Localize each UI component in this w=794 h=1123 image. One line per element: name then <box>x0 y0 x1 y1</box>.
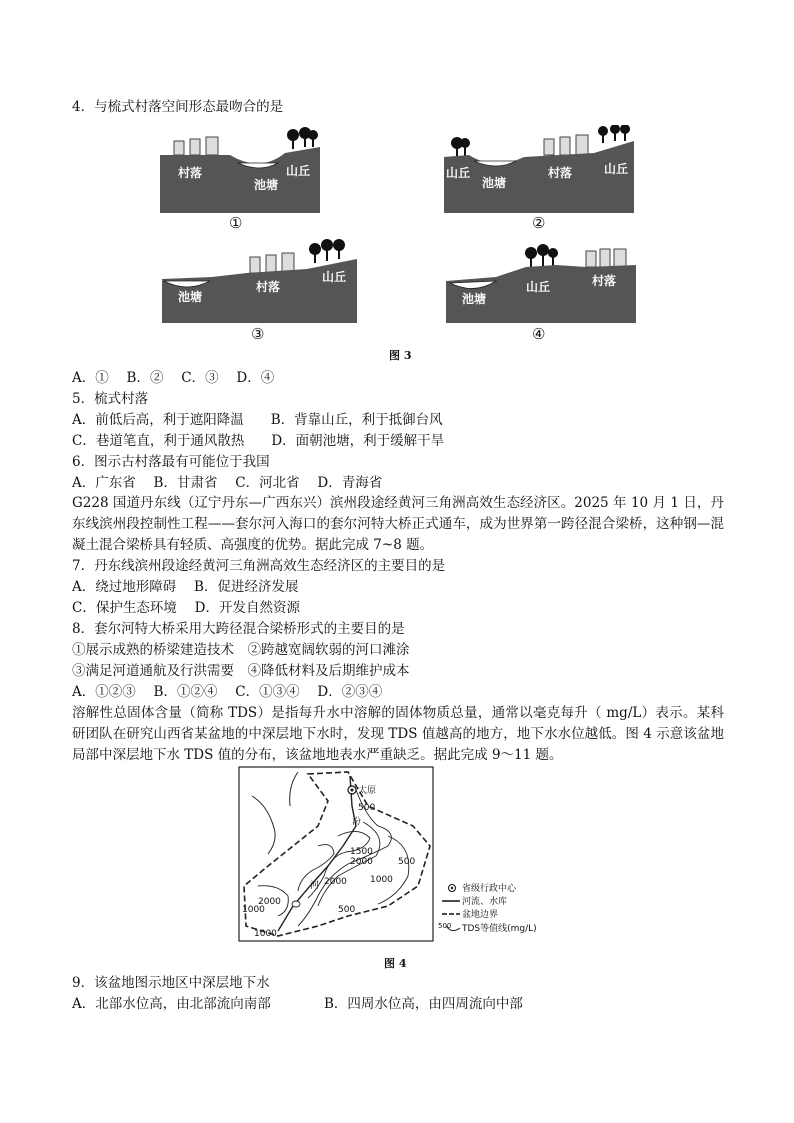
panel-label: 山丘 <box>526 280 551 294</box>
q5-options-row1: A．前低后高，利于遮阳降温 B．背靠山丘，利于抵御台风 <box>72 412 443 428</box>
figure4-map <box>238 766 558 944</box>
figure3-panel-2 <box>444 125 634 213</box>
panel-label: 村落 <box>592 274 617 288</box>
contour-label: 2000 <box>324 877 347 887</box>
q7-options-row2: C．保护生态环境 D．开发自然资源 <box>72 600 300 616</box>
contour-label: 2000 <box>350 857 373 867</box>
q8-stem: 8．套尔河特大桥采用大跨径混合梁桥形式的主要目的是 <box>72 621 405 637</box>
q7-options-row1: A．绕过地形障碍 B．促进经济发展 <box>72 579 299 595</box>
q8-statements-row2: ③满足河道通航及行洪需要 ④降低材料及后期维护成本 <box>72 663 410 679</box>
q9-option-a: A．北部水位高，由北部流向南部 <box>72 996 271 1012</box>
panel-label: 山丘 <box>604 162 629 176</box>
q6-stem: 6．图示古村落最有可能位于我国 <box>72 454 270 470</box>
building-icon <box>600 249 610 267</box>
figure4-caption: 图 4 <box>384 957 407 970</box>
cross-section-diagram-2 <box>444 125 634 213</box>
contour-label: 1000 <box>254 929 277 939</box>
panel-label: 池塘 <box>482 176 507 190</box>
panel-label: 池塘 <box>178 290 203 304</box>
panel-label: 山丘 <box>446 166 471 180</box>
passage-9-11: 溶解性总固体含量（简称 TDS）是指每升水中溶解的固体物质总量，通常以毫克每升（ mg/L）表示。某科研团队在研究山西省某盆地的中深层地下水时，发现 TDS 值越高的地方，地下水水位越低。图 4 示意该盆地局部中深层地下水 TDS 值的分布，该盆地地表水严重缺乏。据此完成 9～11 题。 <box>72 705 724 763</box>
building-icon <box>576 135 588 155</box>
legend-isoline: TDS等值线(mg/L) <box>462 924 537 934</box>
building-icon <box>544 139 554 155</box>
tree-icon <box>309 239 345 263</box>
figure3-panel-3 <box>162 235 357 323</box>
tree-icon <box>287 127 318 149</box>
contour-label: 1500 <box>350 847 373 857</box>
panel-number: ② <box>532 214 546 232</box>
map-legend <box>438 882 537 934</box>
tds-map <box>238 766 558 944</box>
q9-stem: 9．该盆地图示地区中深层地下水 <box>72 975 270 991</box>
contour-label: 1000 <box>242 905 265 915</box>
q5-options-row2: C．巷道笔直，利于通风散热 D．面朝池塘，利于缓解干旱 <box>72 433 445 449</box>
tree-icon <box>451 137 470 157</box>
figure3-panel-1 <box>160 125 320 213</box>
cross-section-diagram-1 <box>160 125 320 213</box>
q9-option-b: B．四周水位高，由四周流向中部 <box>324 996 523 1012</box>
river-label: 汾 <box>352 817 362 827</box>
panel-number: ④ <box>532 325 546 343</box>
panel-label: 村落 <box>548 166 573 180</box>
tree-icon <box>598 125 630 143</box>
cross-section-diagram-4 <box>446 235 636 323</box>
building-icon <box>190 139 200 155</box>
cross-section-diagram-3 <box>162 235 357 323</box>
q7-stem: 7．丹东线滨州段途经黄河三角洲高效生态经济区的主要目的是 <box>72 558 446 574</box>
contour-label: 500 <box>338 905 356 915</box>
panel-number: ① <box>229 214 243 232</box>
building-icon <box>266 255 276 273</box>
tree-icon <box>525 244 558 267</box>
q4-stem: 4．与梳式村落空间形态最吻合的是 <box>72 99 284 115</box>
river-label: 河 <box>310 881 320 891</box>
passage-7-8: G228 国道丹东线（辽宁丹东—广西东兴）滨州段途经黄河三角洲高效生态经济区。2025 年 10 月 1 日，丹东线滨州段控制性工程——套尔河入海口的套尔河特大桥正式通车，成为世界第一跨径混合梁桥，这种钢—混凝土混合梁桥具有轻质、高强度的优势。据此完成 7~8 题。 <box>72 495 724 553</box>
city-label: 太原 <box>358 786 377 796</box>
q8-statements-row1: ①展示成熟的桥梁建造技术 ②跨越宽阔软弱的河口滩涂 <box>72 642 410 658</box>
figure3-panel-4 <box>446 235 636 323</box>
building-icon <box>206 137 218 155</box>
contour-label: 500 <box>398 857 416 867</box>
panel-label: 村落 <box>256 280 281 294</box>
q8-options: A．①②③ B．①②④ C．①③④ D．②③④ <box>72 684 383 700</box>
building-icon <box>250 257 260 273</box>
legend-isoline-value: 500 <box>438 922 452 930</box>
contour-label: 500 <box>358 803 376 813</box>
contour-label: 2000 <box>258 897 281 907</box>
panel-label: 村落 <box>178 166 203 180</box>
q6-options: A．广东省 B．甘肃省 C．河北省 D．青海省 <box>72 475 383 491</box>
contour-label: 1000 <box>370 875 393 885</box>
panel-number: ③ <box>251 325 265 343</box>
building-icon <box>560 137 570 155</box>
q5-stem: 5．梳式村落 <box>72 391 149 407</box>
panel-label: 池塘 <box>462 292 487 306</box>
building-icon <box>614 249 626 267</box>
panel-label: 山丘 <box>286 164 311 178</box>
building-icon <box>586 251 596 267</box>
legend-river: 河流、水库 <box>462 897 508 907</box>
panel-label: 池塘 <box>254 178 279 192</box>
q4-options: A．① B．② C．③ D．④ <box>72 370 275 386</box>
legend-capital: 省级行政中心 <box>462 884 517 894</box>
reservoir-icon <box>292 901 300 907</box>
building-icon <box>174 141 184 155</box>
figure3-caption: 图 3 <box>389 349 412 362</box>
panel-label: 山丘 <box>322 270 347 284</box>
legend-boundary: 盆地边界 <box>462 910 499 920</box>
